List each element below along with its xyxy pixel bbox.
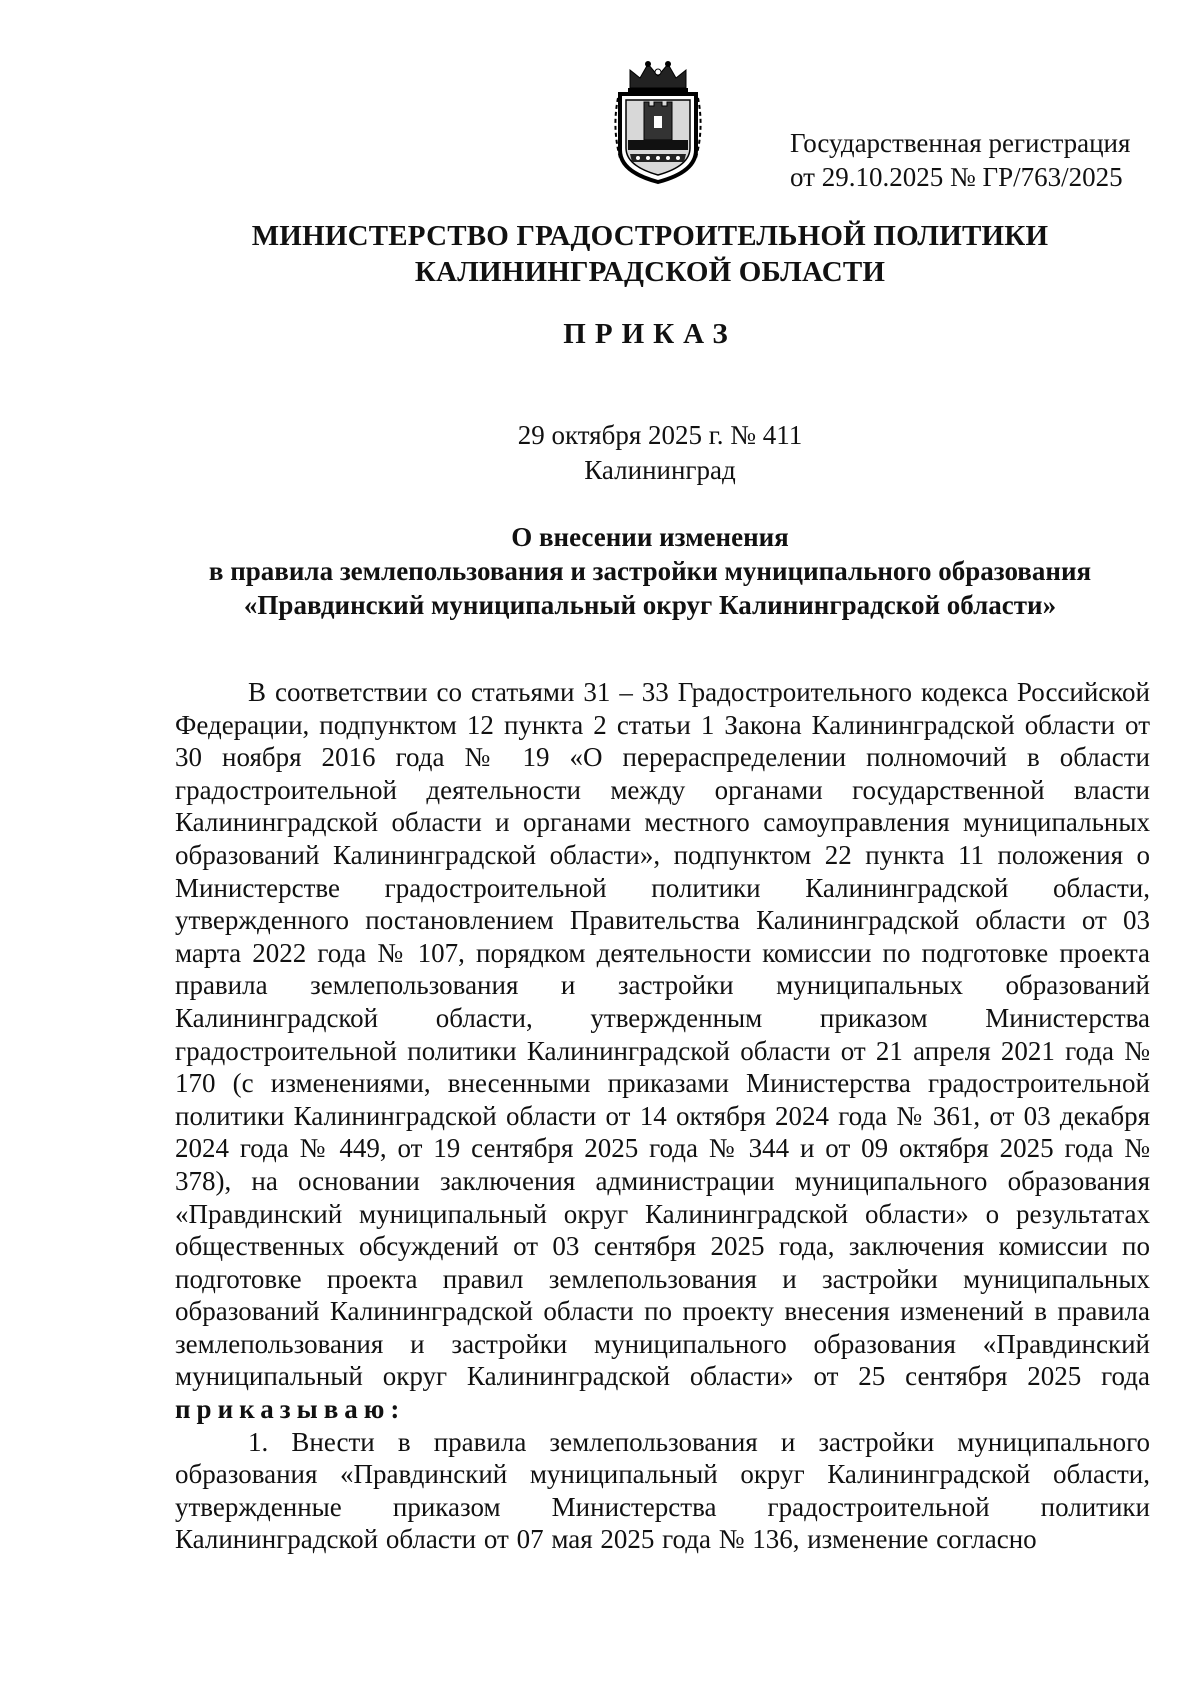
order-item-1: 1. Внести в правила землепользования и застройки муниципального образования «Правдинский муниципальный округ Калининградской области, утвержденные приказом Министерства градостроительной политики Калининградской области от 07 мая 2025 года № 136, изменение согласно xyxy=(175,1426,1150,1555)
preamble-text: В соответствии со статьями 31 – 33 Градостроительного кодекса Российской Федерации, подпунктом 12 пункта 2 статьи 1 Закона Калининградской области от 30 ноября 2016 года № 19 «О перераспределении полномочий в области градостроительной деятельности между органами государственной власти Калининградской области и органами местного самоуправления муниципальных образований Калининградской области», подпунктом 22 пункта 11 положения о Министерстве градостроительной политики Калининградской области, утвержденного постановлением Правительства Калининградской области от 03 марта 2022 года № 107, порядком деятельности комиссии по подготовке проекта правила землепользования и застройки муниципальных образований Калининградской области, утвержденным приказом Министерства градостроительной политики Калининградской области от 21 апреля 2021 года № 170 (с изменениями, внесенными приказами Министерства градостроительной политики Калининградской области от 14 октября 2024 года № 361, от 03 декабря 2024 года № 449, от 19 сентября 2025 года № 344 и от 09 октября 2025 года № 378), на основании заключения администрации муниципального образования «Правдинский муниципальный округ Калининградской области» о результатах общественных обсуждений от 03 сентября 2025 года, заключения комиссии по подготовке проекта правил землепользования и застройки муниципальных образований Калининградской области по проекту внесения изменений в правила землепользования и застройки муниципального образования «Правдинский муниципальный округ Калининградской области» от 25 сентября 2025 года xyxy=(175,677,1150,1392)
state-registration xyxy=(790,126,1160,194)
order-body xyxy=(175,676,1150,1556)
registration-line-1: Государственная регистрация xyxy=(790,128,1131,158)
subject-line-2: в правила землепользования и застройки муниципального образования xyxy=(208,556,1092,586)
ministry-title-line-1: МИНИСТЕРСТВО ГРАДОСТРОИТЕЛЬНОЙ ПОЛИТИКИ xyxy=(251,220,1049,252)
ministry-title xyxy=(150,218,1150,290)
preamble-paragraph xyxy=(175,676,1150,1426)
order-city: Калининград xyxy=(584,455,736,485)
order-date-number: 29 октября 2025 г. № 411 xyxy=(517,420,803,450)
registration-line-2: от 29.10.2025 № ГР/763/2025 xyxy=(790,162,1123,192)
document-type: ПРИКАЗ xyxy=(563,318,737,350)
order-subject xyxy=(150,520,1150,622)
coat-of-arms-icon xyxy=(610,58,706,186)
subject-line-3: «Правдинский муниципальный округ Калининградской области» xyxy=(243,590,1057,620)
command-word: приказываю: xyxy=(175,1394,406,1425)
subject-line-1: О внесении изменения xyxy=(511,522,789,552)
order-date-place xyxy=(450,418,870,488)
ministry-title-line-2: КАЛИНИНГРАДСКОЙ ОБЛАСТИ xyxy=(414,256,886,288)
